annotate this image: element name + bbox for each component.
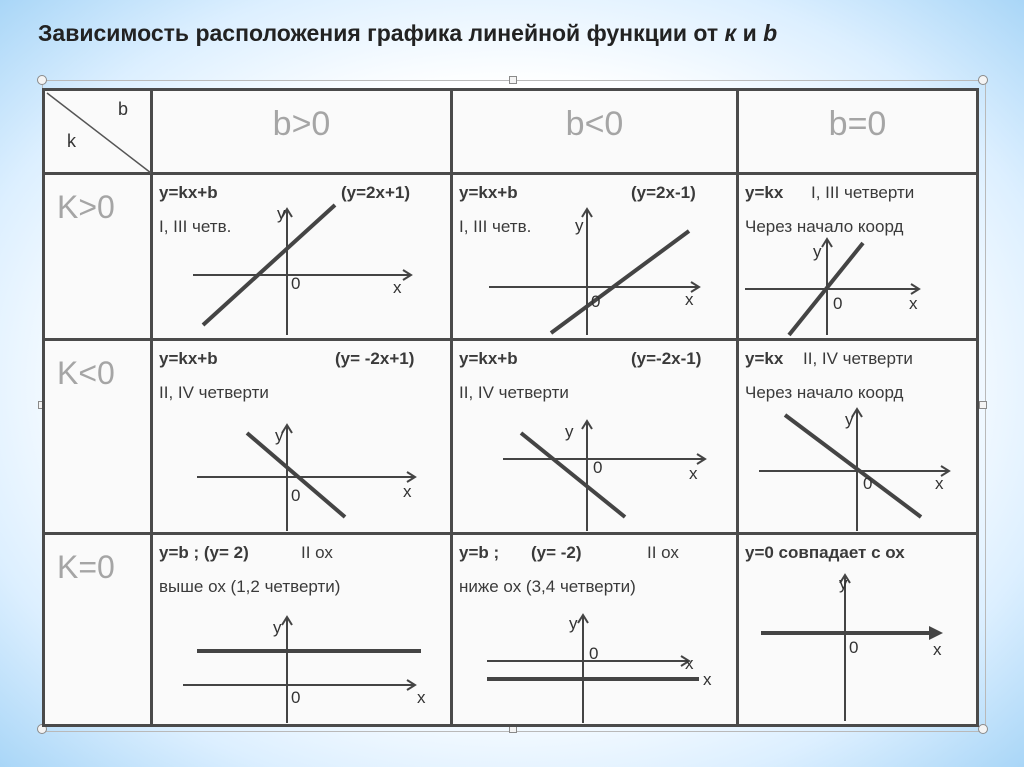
header-b-negative: b<0: [452, 90, 738, 174]
svg-text:0: 0: [591, 292, 601, 311]
svg-text:0: 0: [291, 274, 301, 293]
graph-kpos-bzero: [739, 175, 979, 341]
svg-text:0: 0: [589, 644, 599, 663]
graph-kneg-bpos: [153, 341, 453, 535]
position-note: ниже ох (3,4 четверти): [459, 577, 636, 596]
formula-general: y=kx+b: [459, 183, 518, 202]
svg-text:0: 0: [291, 688, 301, 707]
cell-kneg-bzero: [738, 340, 978, 534]
origin-note: Через начало коорд: [745, 383, 904, 402]
position-note: выше ох (1,2 четверти): [159, 577, 341, 596]
corner-diagonal: [45, 91, 153, 175]
cell-kzero-bzero: [738, 534, 978, 726]
svg-text:y: y: [839, 574, 848, 593]
resize-handle-top[interactable]: [509, 76, 517, 84]
svg-text:x: x: [403, 482, 412, 501]
svg-text:y: y: [565, 422, 574, 441]
svg-text:0: 0: [833, 294, 843, 313]
corner-b-label: b: [117, 99, 128, 119]
origin-note: Через начало коорд: [745, 217, 904, 236]
cell-kpos-bneg: [452, 174, 738, 340]
svg-text:y: y: [575, 216, 584, 235]
graph-kzero-bneg: [453, 535, 739, 727]
svg-text:0: 0: [291, 486, 301, 505]
svg-text:y: y: [569, 614, 578, 633]
formula-example: (y=2x+1): [341, 183, 410, 202]
quadrants-note: II, IV четверти: [159, 383, 269, 402]
row-label-k-positive: K>0: [44, 174, 152, 340]
cell-kpos-bpos: [152, 174, 452, 340]
graph-kneg-bneg: [453, 341, 739, 535]
formula-general: y=kx+b: [159, 183, 218, 202]
svg-text:x: x: [909, 294, 918, 313]
formula-general: y=kx: [745, 183, 784, 202]
header-b-positive: b>0: [152, 90, 452, 174]
formula-general: y=kx: [745, 349, 784, 368]
formula-example: (y=-2x-1): [631, 349, 702, 368]
slide-title: Зависимость расположения графика линейной функции от к и b: [38, 20, 778, 46]
formula-example: y=b ; (y= 2): [159, 543, 249, 562]
formula-example: (y=2x-1): [631, 183, 696, 202]
header-b-zero: b=0: [738, 90, 978, 174]
parallel-note: II ох: [647, 543, 679, 562]
resize-handle-tr[interactable]: [978, 75, 988, 85]
svg-text:0: 0: [593, 458, 603, 477]
corner-cell: [44, 90, 152, 174]
title-k: к: [724, 20, 737, 46]
cell-kzero-bneg: [452, 534, 738, 726]
graph-kzero-bzero: [739, 535, 979, 727]
svg-text:0: 0: [849, 638, 859, 657]
linear-function-table: [42, 88, 976, 724]
svg-text:x: x: [933, 640, 942, 659]
formula-example: (y= -2x+1): [335, 349, 415, 368]
graph-kneg-bzero: [739, 341, 979, 535]
resize-handle-right[interactable]: [979, 401, 987, 409]
svg-text:x: x: [417, 688, 426, 707]
formula-general: y=b ;: [459, 543, 500, 562]
quadrants-note: I, III четв.: [459, 217, 532, 236]
resize-handle-tl[interactable]: [37, 75, 47, 85]
graph-kzero-bpos: [153, 535, 453, 727]
cell-kpos-bzero: [738, 174, 978, 340]
formula-general: y=0 совпадает с ох: [745, 543, 905, 562]
row-label-k-negative: K<0: [44, 340, 152, 534]
svg-text:0: 0: [863, 474, 873, 493]
quadrants-note: II, IV четверти: [803, 349, 913, 368]
svg-text:y: y: [273, 618, 282, 637]
parallel-note: II ох: [301, 543, 333, 562]
formula-general: y=kx+b: [459, 349, 518, 368]
svg-text:y: y: [813, 242, 822, 261]
row-label-k-zero: K=0: [44, 534, 152, 726]
corner-k-label: k: [67, 131, 76, 151]
formula-general: y=kx+b: [159, 349, 218, 368]
quadrants-note: I, III четв.: [159, 217, 232, 236]
svg-text:y: y: [275, 426, 284, 445]
svg-text:x: x: [703, 670, 712, 689]
cell-kneg-bpos: [152, 340, 452, 534]
svg-text:x: x: [689, 464, 698, 483]
resize-handle-br[interactable]: [978, 724, 988, 734]
title-b: b: [763, 20, 778, 46]
quadrants-note: I, III четверти: [811, 183, 915, 202]
svg-text:x: x: [935, 474, 944, 493]
cell-kzero-bpos: [152, 534, 452, 726]
cell-kneg-bneg: [452, 340, 738, 534]
graph-kpos-bneg: [453, 175, 739, 341]
svg-text:x: x: [685, 654, 694, 673]
svg-text:x: x: [685, 290, 694, 309]
svg-text:x: x: [393, 278, 402, 297]
formula-example: (y= -2): [531, 543, 582, 562]
svg-text:y: y: [845, 410, 854, 429]
svg-text:y: y: [277, 204, 286, 223]
quadrants-note: II, IV четверти: [459, 383, 569, 402]
graph-kpos-bpos: [153, 175, 453, 341]
